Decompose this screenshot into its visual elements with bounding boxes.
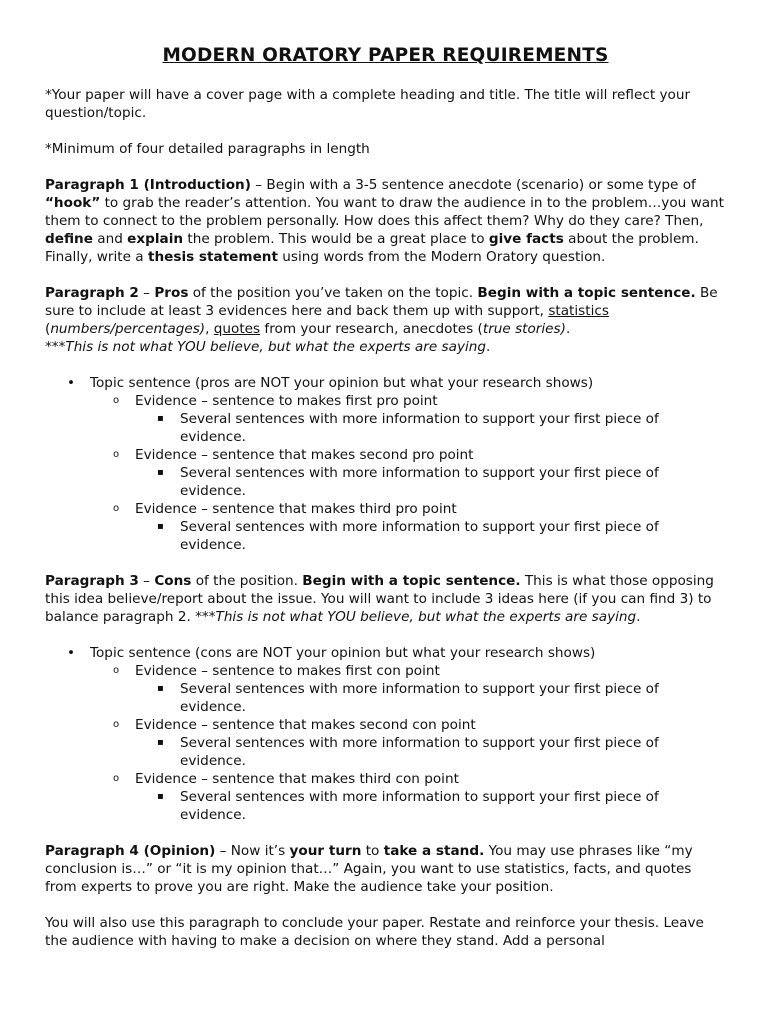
cons-outline [45,644,726,824]
explain-term: explain [127,231,184,247]
list-item: o Evidence – sentence that makes second con point [113,717,476,733]
paragraph-1-description: Paragraph 1 (Introduction) – Begin with a 3-5 sentence anecdote (scenario) or some type of “hook” to grab the reader’s attention. You want to draw the audience in to the problem…you want them to connect to the problem personally. How does this affect them? Why do they care? Then, define and explain the problem. This would be a great place to give facts about the problem. Finally, write a thesis statement using words from the Modern Oratory question. [45,177,725,265]
square-bullet-icon: ▪ [157,467,164,478]
square-bullet-icon: ▪ [157,737,164,748]
pros-outline [45,374,726,554]
your-turn-term: your turn [289,843,362,859]
list-item: ▪ Several sentences with more information to support your first piece of evidence. [157,681,659,715]
topic-sentence-term: Begin with a topic sentence. [477,285,696,301]
square-bullet-icon: ▪ [157,521,164,532]
square-bullet-icon: ▪ [157,413,164,424]
list-item: ▪ Several sentences with more information to support your first piece of evidence. [157,735,659,769]
conclusion-description: You will also use this paragraph to conclude your paper. Restate and reinforce your thesis. Leave the audience with having to make a decision on where they stand. Add a personal [45,915,704,949]
give-facts-term: give facts [488,231,564,247]
list-item: o Evidence – sentence to makes first pro point [113,393,438,409]
cover-requirement: *Your paper will have a cover page with a complete heading and title. The title will reflect your question/topic. [45,87,691,121]
bullet-icon: • [67,375,76,391]
paragraph-3-description: Paragraph 3 – Cons of the position. Begin with a topic sentence. This is what those opposing this idea believe/report about the issue. You will want to include 3 ideas here (if you can find 3) to balance paragraph 2. ***This is not what YOU believe, but what the experts are saying. [45,573,714,625]
circle-bullet-icon: o [113,719,120,730]
bullet-icon: • [67,645,76,661]
paragraph-3-heading: Paragraph 3 [45,573,139,589]
topic-sentence-term: Begin with a topic sentence. [302,573,521,589]
paragraph-4-heading: Paragraph 4 (Opinion) [45,843,216,859]
list-item: ▪ Several sentences with more information to support your first piece of evidence. [157,411,659,445]
pros-term: Pros [154,285,189,301]
list-item: o Evidence – sentence that makes third con point [113,771,459,787]
square-bullet-icon: ▪ [157,683,164,694]
paragraph-2-heading: Paragraph 2 [45,285,139,301]
list-item: o Evidence – sentence to makes first con point [113,663,440,679]
thesis-term: thesis statement [147,249,278,265]
hook-term: “hook” [45,195,101,211]
circle-bullet-icon: o [113,773,120,784]
quotes-term: quotes [213,321,261,337]
minimum-requirement: *Minimum of four detailed paragraphs in length [45,141,370,157]
experts-note: This is not what YOU believe, but what the experts are saying [65,339,487,355]
paragraph-4-description: Paragraph 4 (Opinion) – Now it’s your turn to take a stand. You may use phrases like “my conclusion is…” or “it is my opinion that…” Again, you want to use statistics, facts, and quotes from experts to prove you are right. Make the audience take your position. [45,843,693,895]
paragraph-2-description: Paragraph 2 – Pros of the position you’ve taken on the topic. Begin with a topic sentence. Be sure to include at least 3 evidences here and back them up with support, statistics (numbers/percentages), quotes from your research, anecdotes (true stories). ***This is not what YOU believe, but what the experts are saying. [45,285,718,355]
list-item: ▪ Several sentences with more information to support your first piece of evidence. [157,789,659,823]
list-item: ▪ Several sentences with more information to support your first piece of evidence. [157,465,659,499]
true-stories-term: true stories) [482,321,566,337]
circle-bullet-icon: o [113,665,120,676]
circle-bullet-icon: o [113,395,120,406]
experts-note: This is not what YOU believe, but what the experts are saying [215,609,637,625]
list-item: o Evidence – sentence that makes third pro point [113,501,457,517]
page-title: MODERN ORATORY PAPER REQUIREMENTS [162,45,609,66]
square-bullet-icon: ▪ [157,791,164,802]
take-a-stand-term: take a stand. [383,843,485,859]
list-item: ▪ Several sentences with more information to support your first piece of evidence. [157,519,659,553]
paragraph-1-heading: Paragraph 1 (Introduction) [45,177,251,193]
circle-bullet-icon: o [113,449,120,460]
list-item: • Topic sentence (cons are NOT your opinion but what your research shows) [67,645,596,661]
circle-bullet-icon: o [113,503,120,514]
list-item: o Evidence – sentence that makes second pro point [113,447,474,463]
cons-term: Cons [154,573,192,589]
numbers-term: numbers/percentages) [50,321,206,337]
statistics-term: statistics [548,303,609,319]
define-term: define [45,231,93,247]
list-item: • Topic sentence (pros are NOT your opinion but what your research shows) [67,375,594,391]
